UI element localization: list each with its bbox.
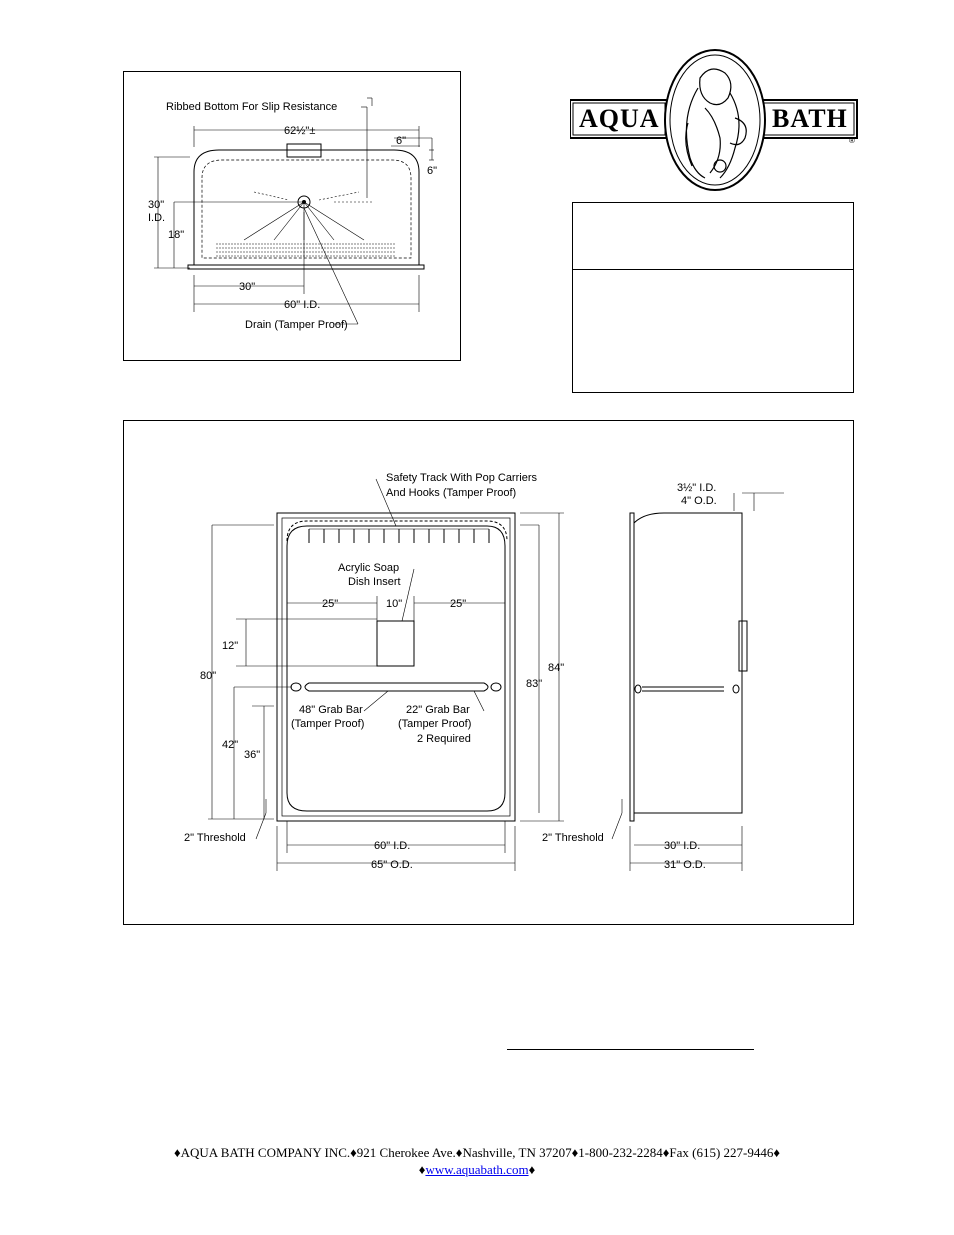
soap-dish-shape	[377, 621, 414, 666]
grab-bars	[291, 683, 501, 691]
dim-36: 36"	[244, 749, 261, 761]
plan-view-drawing	[124, 72, 462, 362]
logo-aqua-text: AQUA	[579, 104, 660, 133]
info-box	[572, 202, 854, 393]
plan-view-panel	[123, 71, 461, 361]
side-elevation	[630, 513, 747, 821]
info-box-divider	[573, 269, 853, 270]
dim-30-depth: 30"	[148, 199, 165, 211]
footer-diamond-left: ♦	[418, 1162, 426, 1177]
soap-dish-label-2: Dish Insert	[348, 576, 401, 588]
safety-track-label-1: Safety Track With Pop Carriers	[386, 472, 537, 484]
footer-diamond-right: ♦	[528, 1162, 536, 1177]
width-62-label: 62½"±	[284, 125, 316, 137]
grab-bar-22-label-2: (Tamper Proof)	[398, 718, 472, 730]
dim-60-id: 60" I.D.	[284, 299, 321, 311]
logo-bath-text: BATH	[772, 104, 848, 133]
id-label: I.D.	[148, 212, 166, 224]
elevation-panel	[123, 420, 854, 925]
dim-31-od-side: 31" O.D.	[664, 859, 706, 871]
grab-bar-48-label-2: (Tamper Proof)	[291, 718, 365, 730]
website-link[interactable]: www.aquabath.com	[425, 1162, 529, 1177]
dim-6-top: 6"	[396, 135, 407, 147]
dim-83: 83"	[526, 678, 543, 690]
signature-line	[507, 1049, 754, 1050]
grab-bar-48-label-1: 48" Grab Bar	[299, 704, 363, 716]
dim-65-od: 65" O.D.	[371, 859, 413, 871]
elevation-drawing	[124, 421, 855, 926]
ribbed-bottom-label: Ribbed Bottom For Slip Resistance	[166, 101, 338, 113]
dim-18: 18"	[168, 229, 185, 241]
drain-label: Drain (Tamper Proof)	[245, 319, 348, 331]
hooks-group	[309, 529, 489, 543]
dim-10: 10"	[386, 598, 403, 610]
dim-12: 12"	[222, 640, 239, 652]
dim-30-bottom: 30"	[239, 281, 256, 293]
grab-bar-22-label-1: 22" Grab Bar	[406, 704, 470, 716]
dim-25-left: 25"	[322, 598, 339, 610]
soap-dish-label-1: Acrylic Soap	[338, 562, 400, 574]
aqua-bath-logo	[570, 48, 860, 198]
threshold-left-label: 2" Threshold	[184, 832, 246, 844]
side-id-label: 3½" I.D.	[677, 482, 717, 494]
dim-84: 84"	[548, 662, 565, 674]
dim-60-id-elevation: 60" I.D.	[374, 840, 411, 852]
dim-42: 42"	[222, 739, 239, 751]
dim-30-id-side: 30" I.D.	[664, 840, 701, 852]
dim-25-right: 25"	[450, 598, 467, 610]
grab-bar-22-label-3: 2 Required	[417, 733, 471, 745]
threshold-right-label: 2" Threshold	[542, 832, 604, 844]
footer-website-line	[0, 1162, 954, 1178]
registered-mark: ®	[849, 136, 855, 145]
footer-address: ♦AQUA BATH COMPANY INC.♦921 Cherokee Ave.♦Nashville, TN 37207♦1-800-232-2284♦Fax (615) 227-9446♦	[174, 1145, 780, 1160]
dim-6-side: 6"	[427, 165, 438, 177]
dim-80: 80"	[200, 670, 217, 682]
side-od-label: 4" O.D.	[681, 495, 717, 507]
safety-track-label-2: And Hooks (Tamper Proof)	[386, 487, 517, 499]
